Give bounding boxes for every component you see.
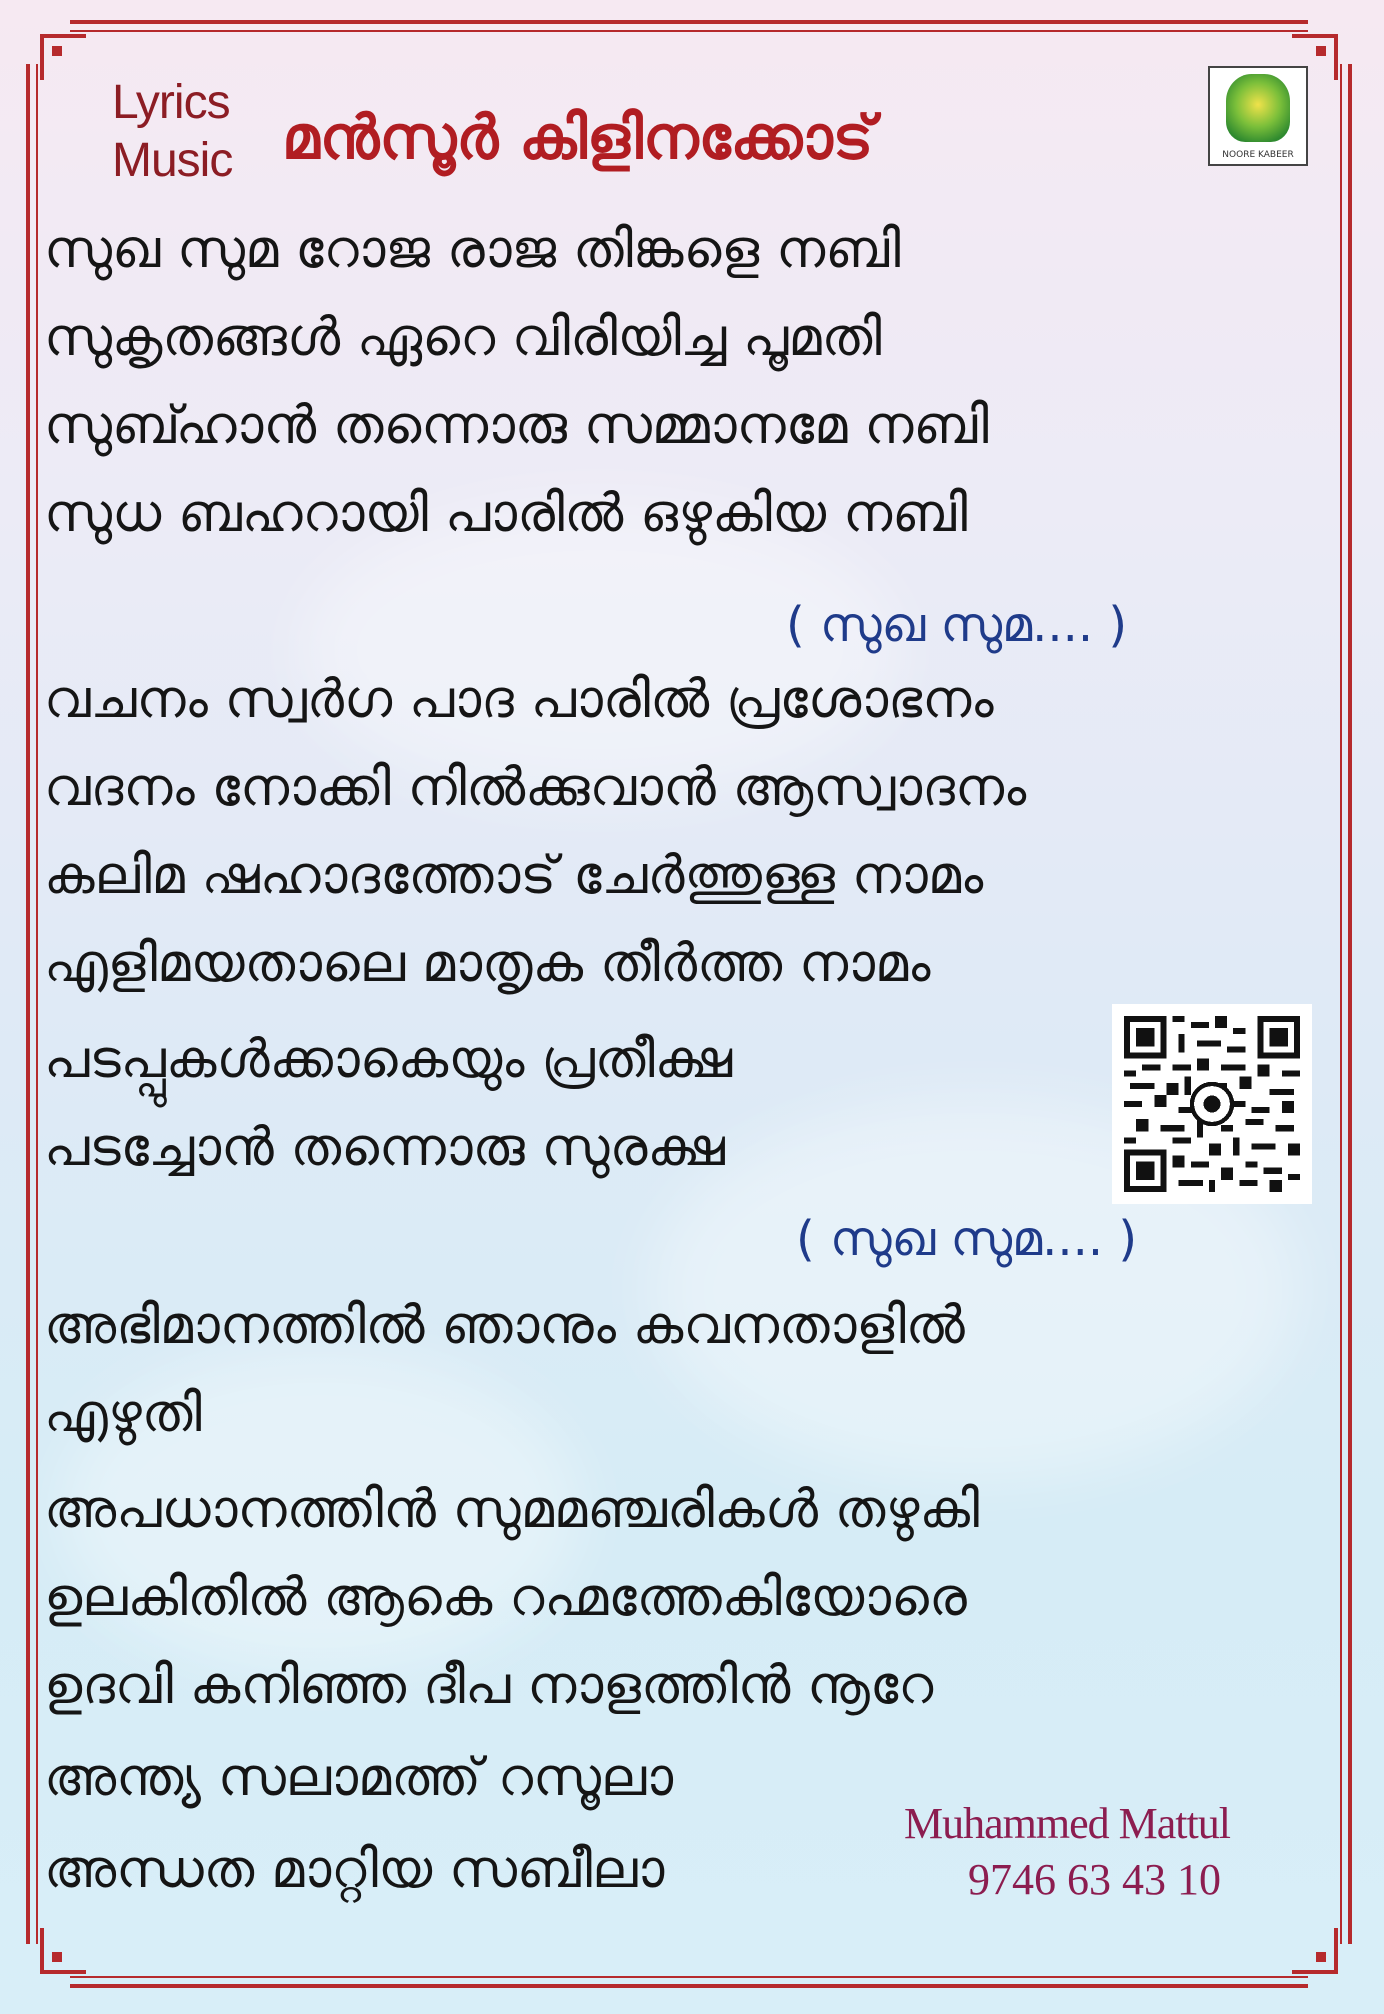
credit-name: Muhammed Mattul <box>904 1799 1230 1848</box>
whatsapp-qr-code-icon <box>1112 1004 1312 1204</box>
author-name: മൻസൂർ കിളിനക്കോട് <box>282 103 874 173</box>
lyric-line: ഉലകിതിൽ ആകെ റഹ്മത്തേകിയോരെ <box>44 1567 967 1628</box>
refrain-marker: ( സുഖ സുമ.... ) <box>786 597 1128 653</box>
lyric-line: കലിമ ഷഹാദത്തോട് ചേർത്തുള്ള നാമം <box>44 845 984 906</box>
lyric-line: അന്ധത മാറ്റിയ സബീലാ <box>44 1839 665 1900</box>
noore-kabeer-logo-icon <box>1208 66 1308 166</box>
lyric-line: അന്ത്യ സലാമത്ത് റസൂലാ <box>44 1747 674 1808</box>
lyric-line: അഭിമാനത്തിൽ ഞാനും കവനതാളിൽ <box>44 1295 965 1356</box>
lyric-line: സുകൃതങ്ങൾ ഏറെ വിരിയിച്ച പൂമതി <box>44 307 882 368</box>
lyric-line: പടപ്പുകൾക്കാകെയും പ്രതീക്ഷ <box>44 1029 733 1090</box>
lyrics-label: Lyrics <box>112 76 230 129</box>
lyric-line: വദനം നോക്കി നിൽക്കുവാൻ ആസ്വാദനം <box>44 757 1027 818</box>
lyric-line: എളിമയതാലെ മാതൃക തീർത്ത നാമം <box>44 933 931 994</box>
lyric-line: വചനം സ്വർഗ പാദ പാരിൽ പ്രശോഭനം <box>44 669 994 730</box>
lyric-line: ഉദവി കനിഞ്ഞ ദീപ നാളത്തിൻ നൂറേ <box>44 1655 934 1716</box>
lyric-line: എഴുതി <box>44 1383 202 1444</box>
lyric-line: സുഖ സുമ റോജ രാജ തിങ്കളെ നബി <box>44 219 901 280</box>
music-label: Music <box>112 134 233 187</box>
lyric-line: പടച്ചോൻ തന്നൊരു സുരക്ഷ <box>44 1117 725 1178</box>
refrain-marker: ( സുഖ സുമ.... ) <box>796 1211 1138 1267</box>
credit-phone: 9746 63 43 10 <box>968 1855 1221 1904</box>
lyric-line: അപധാനത്തിൻ സുമമഞ്ചരികൾ തഴുകി <box>44 1479 980 1540</box>
lyric-line: സുധ ബഹറായി പാരിൽ ഒഴുകിയ നബി <box>44 483 968 544</box>
lyric-line: സുബ്ഹാൻ തന്നൊരു സമ്മാനമേ നബി <box>44 395 989 456</box>
logo-text: NOORE KABEER <box>1222 150 1294 160</box>
